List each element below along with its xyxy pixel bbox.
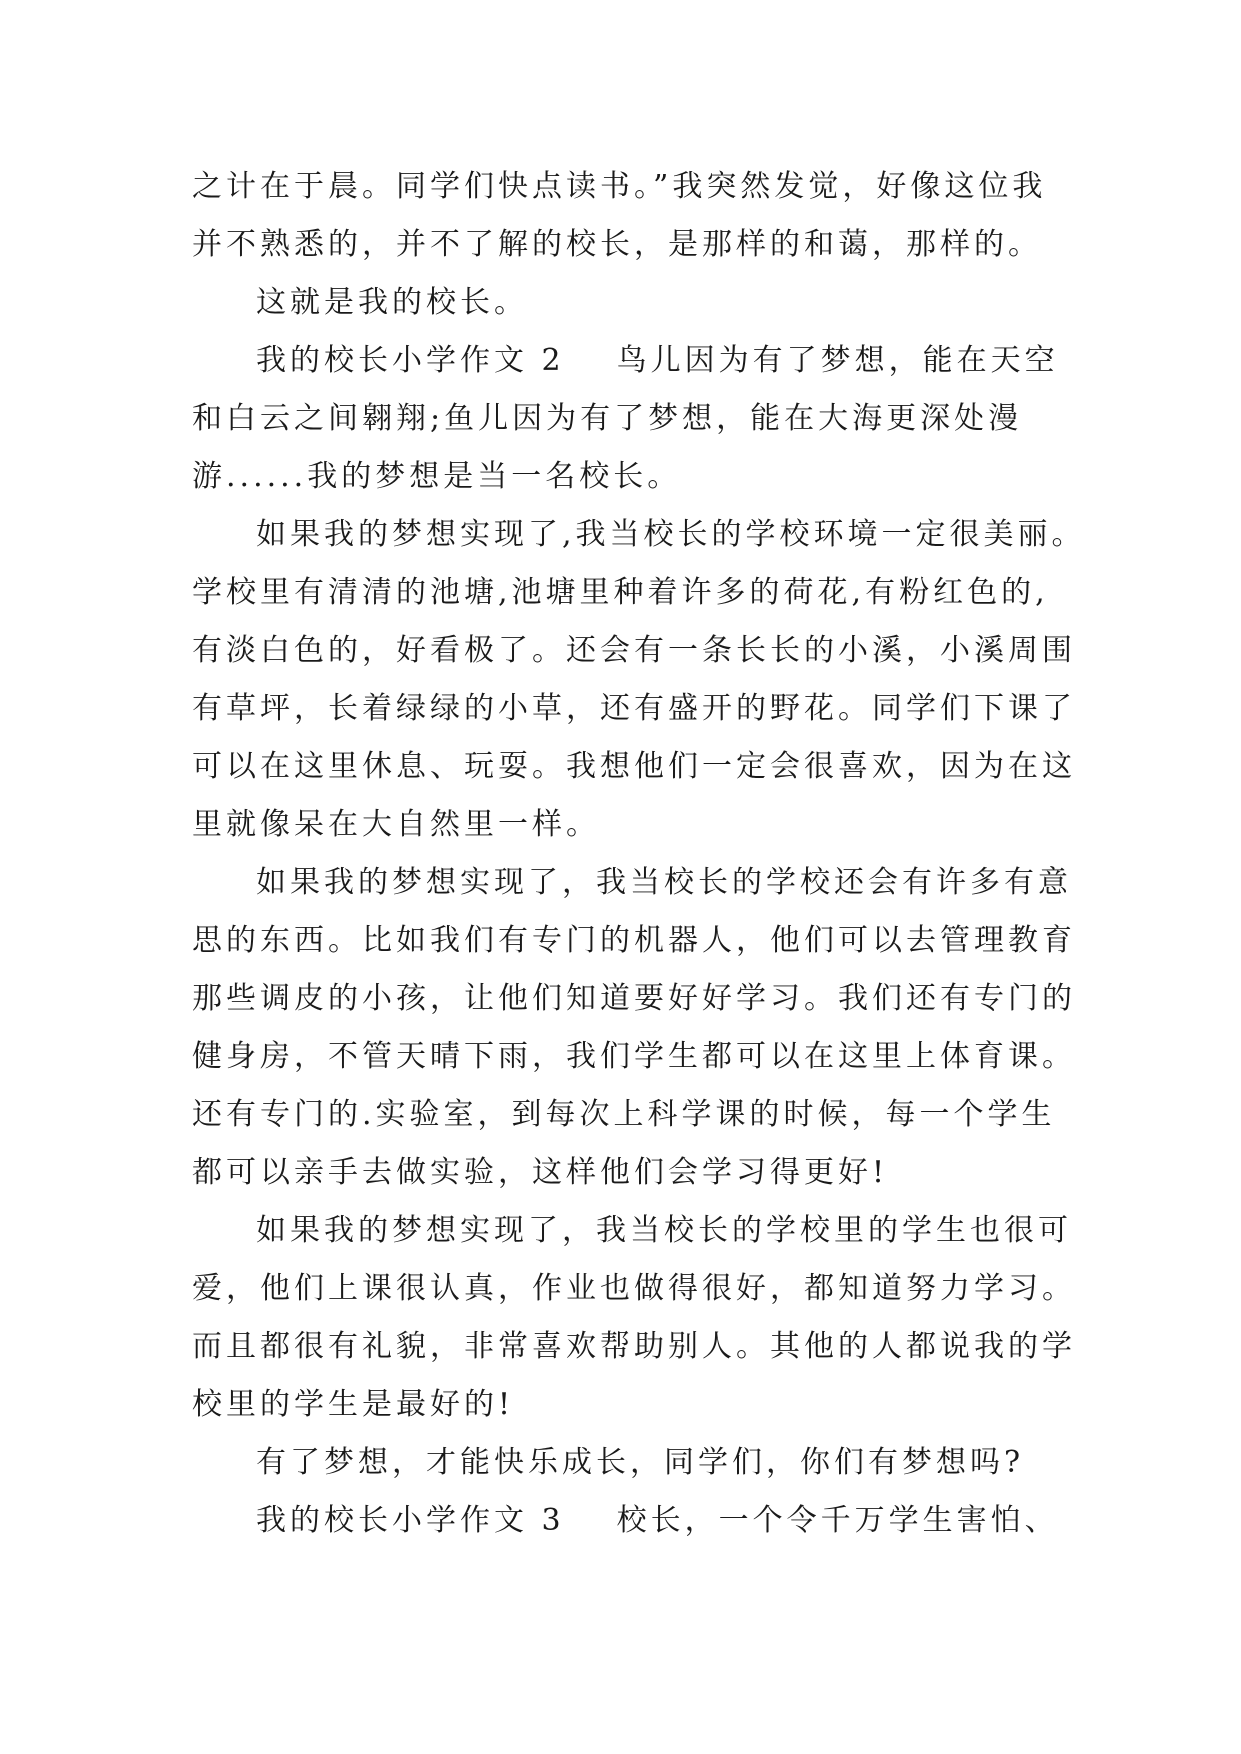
text-line: 都可以亲手去做实验，这样他们会学习得更好! [192,1155,889,1190]
essay-heading: 我的校长小学作文 2 [256,343,565,378]
text-line: 之计在于晨。同学们快点读书。”我突然发觉，好像这位我 [192,169,1047,204]
text-line: 可以在这里休息、玩耍。我想他们一定会很喜欢，因为在这 [192,749,1076,784]
text-line: 这就是我的校长。 [256,285,528,320]
text-line: 有淡白色的，好看极了。还会有一条长长的小溪，小溪周围 [192,633,1076,668]
text-line: 健身房，不管天晴下雨，我们学生都可以在这里上体育课。 [192,1039,1076,1074]
text-line: 还有专门的.实验室，到每次上科学课的时候，每一个学生 [192,1097,1056,1132]
text-line: 如果我的梦想实现了，我当校长的学校还会有许多有意 [256,865,1072,900]
text-line: 游......我的梦想是当一名校长。 [192,459,682,494]
essay-heading-line: 我的校长小学作文 2 鸟儿因为有了梦想，能在天空 [256,343,1059,378]
text-line: 并不熟悉的，并不了解的校长，是那样的和蔼，那样的。 [192,227,1042,262]
text-line: 校里的学生是最好的! [192,1387,515,1422]
essay-heading-line: 我的校长小学作文 3 校长，一个令千万学生害怕、 [256,1503,1059,1538]
text-line: 而且都很有礼貌，非常喜欢帮助别人。其他的人都说我的学 [192,1329,1076,1364]
text-line: 有了梦想，才能快乐成长，同学们，你们有梦想吗? [256,1445,1025,1480]
text-line: 和白云之间翱翔;鱼儿因为有了梦想，能在大海更深处漫 [192,401,1023,436]
text-line: 如果我的梦想实现了，我当校长的学校里的学生也很可 [256,1213,1072,1248]
essay-text [192,158,1086,1550]
text-line: 里就像呆在大自然里一样。 [192,807,600,842]
text-line: 有草坪，长着绿绿的小草，还有盛开的野花。同学们下课了 [192,691,1076,726]
essay-heading: 我的校长小学作文 3 [256,1503,565,1538]
text-line: 如果我的梦想实现了,我当校长的学校环境一定很美丽。 [256,517,1086,552]
text-line: 那些调皮的小孩，让他们知道要好好学习。我们还有专门的 [192,981,1076,1016]
text-line: 爱，他们上课很认真，作业也做得很好，都知道努力学习。 [192,1271,1076,1306]
text-line: 学校里有清清的池塘,池塘里种着许多的荷花,有粉红色的, [192,575,1049,610]
text-line: 思的东西。比如我们有专门的机器人，他们可以去管理教育 [192,923,1076,958]
